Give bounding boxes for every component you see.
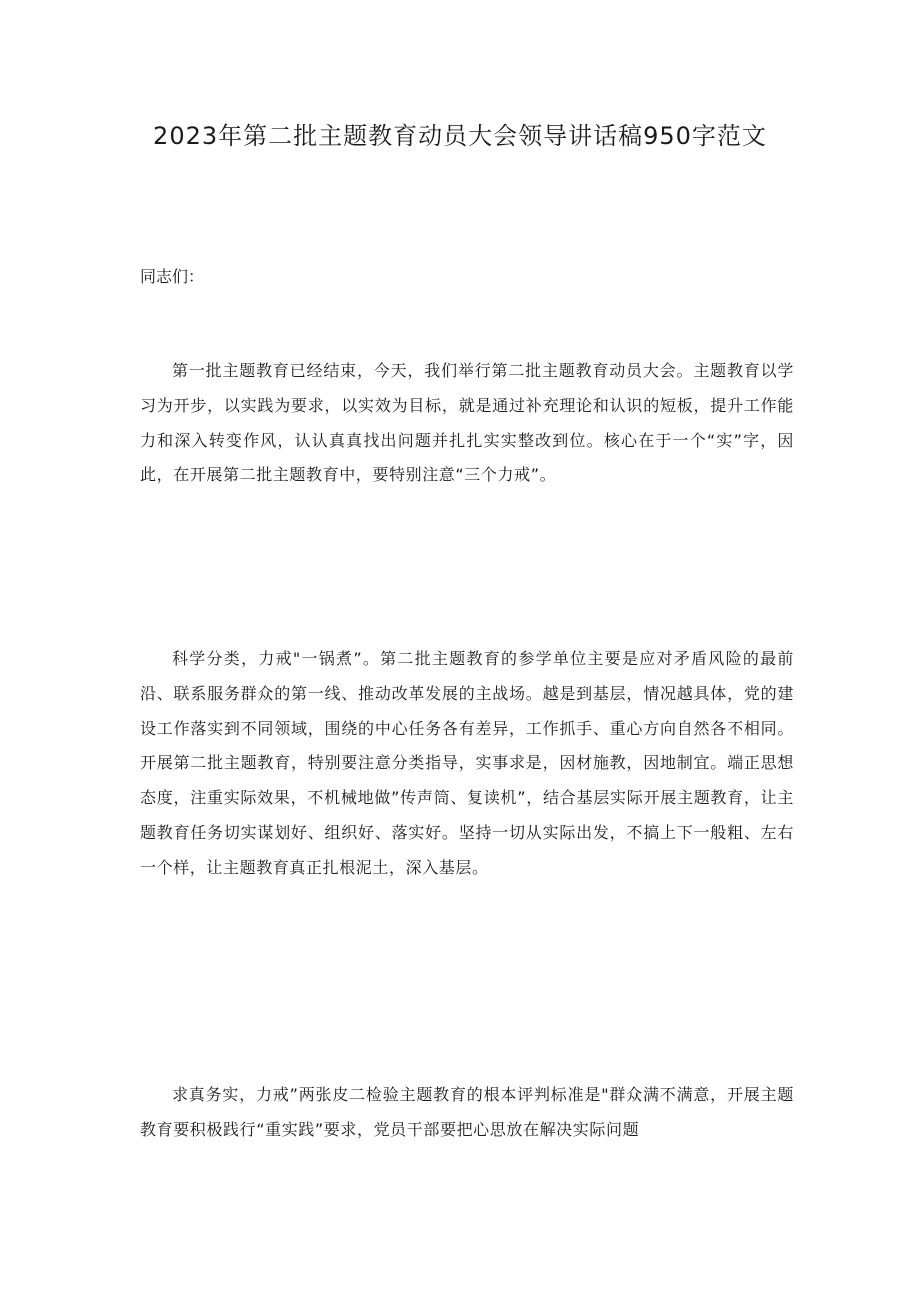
paragraph-2: 科学分类，力戒"一锅煮”。第二批主题教育的参学单位主要是应对矛盾风险的最前沿、联系服务群众的第一线、推动改革发展的主战场。越是到基层，情况越具体，党的建设工作落实到不同领域，围绕的中心任务各有差异，工作抓手、重心方向自然各不相同。开展第二批主题教育，特别要注意分类指导，实事求是，因材施教，因地制宜。端正思想态度，注重实际效果，不机械地做”传声筒、复读机”，结合基层实际开展主题教育，让主题教育任务切实谋划好、组织好、落实好。坚持一切从实际出发，不搞上下一般粗、左右一个样，让主题教育真正扎根泥土，深入基层。 — [140, 649, 794, 877]
salutation: 同志们： — [140, 267, 205, 286]
paragraph-3: 求真务实，力戒”两张皮二检验主题教育的根本评判标准是"群众满不满意，开展主题教育要积极践行“重实践”要求，党员干部要把心思放在解决实际问题 — [140, 1085, 794, 1139]
paragraph-1: 第一批主题教育已经结束，今天，我们举行第二批主题教育动员大会。主题教育以学习为开步，以实践为要求，以实效为目标，就是通过补充理论和认识的短板，提升工作能力和深入转变作风，认认真真找出问题并扎扎实实整改到位。核心在于一个“实”字，因此，在开展第二批主题教育中，要特别注意“三个力戒”。 — [140, 361, 794, 485]
document-title: 2023年第二批主题教育动员大会领导讲话稿950字范文 — [153, 122, 767, 150]
